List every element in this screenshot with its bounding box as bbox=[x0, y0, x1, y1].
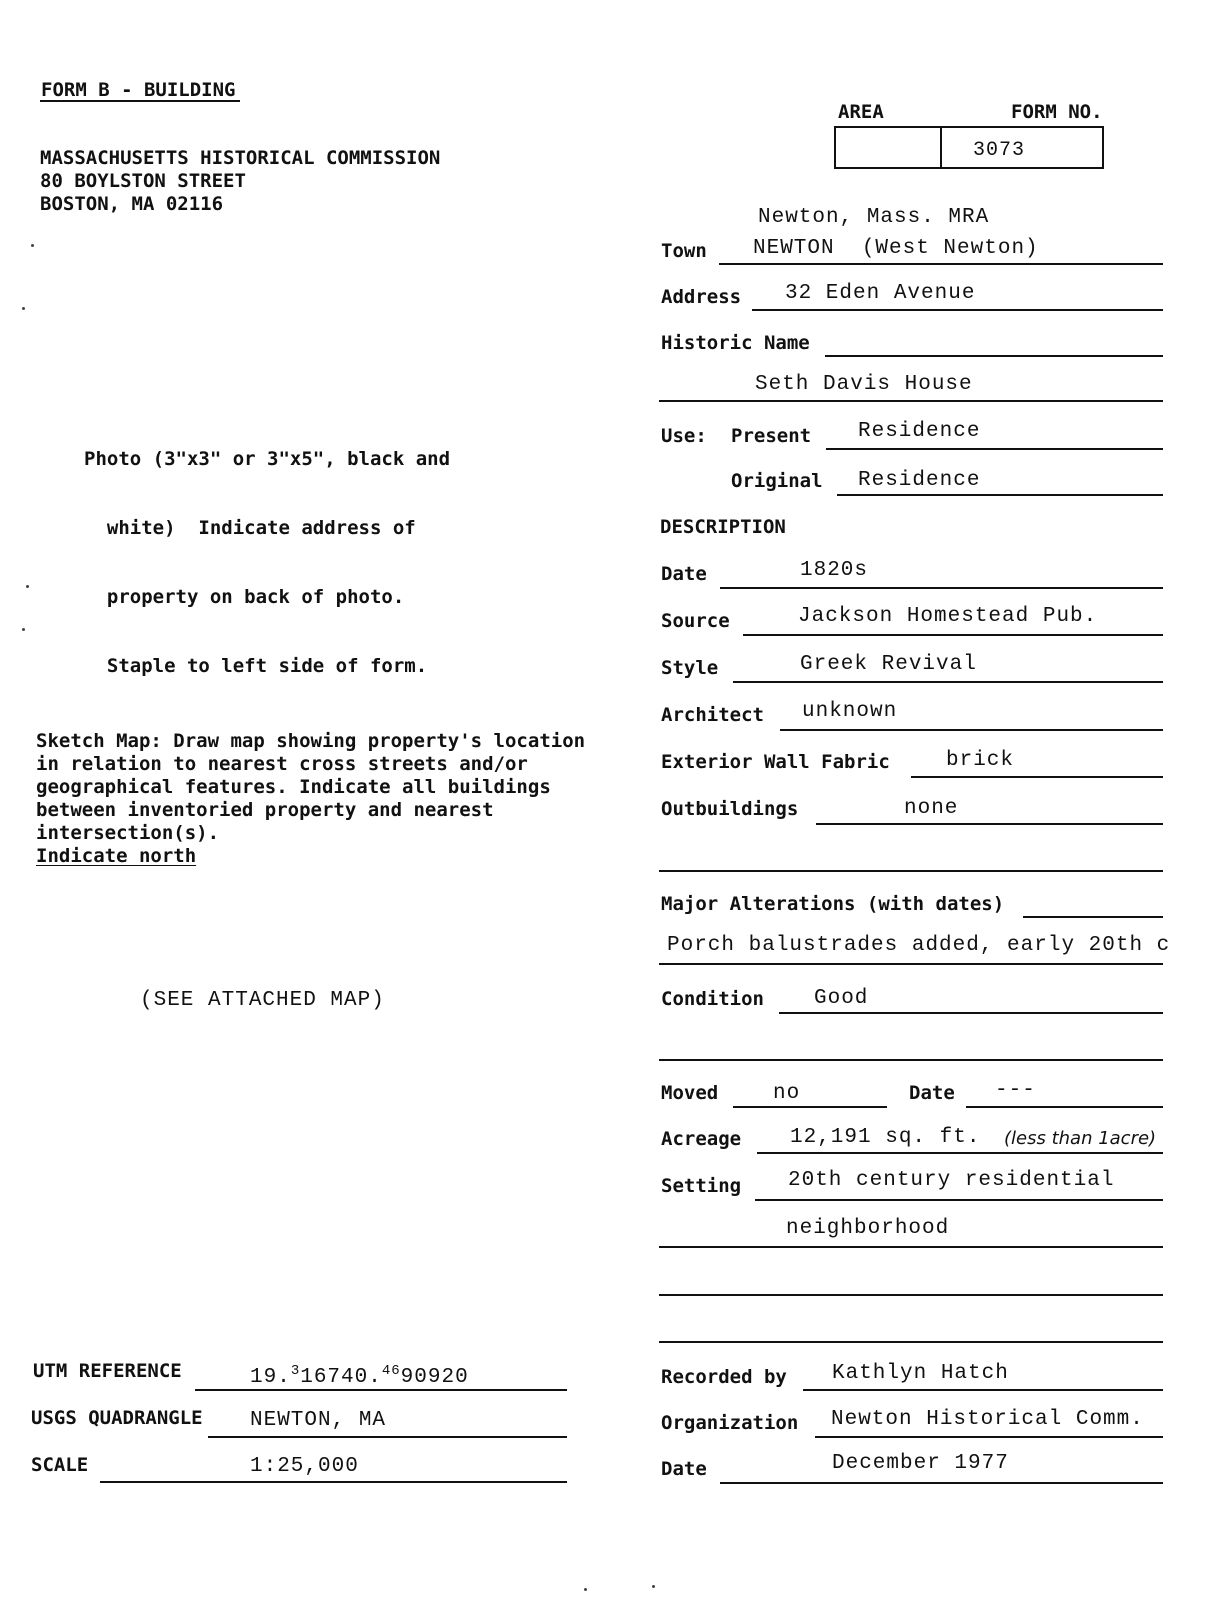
commission-line-1: MASSACHUSETTS HISTORICAL COMMISSION bbox=[40, 147, 441, 169]
alterations-line-2 bbox=[659, 963, 1163, 965]
rec-date-label: Date bbox=[661, 1458, 707, 1480]
moved-date-line bbox=[966, 1106, 1163, 1108]
sketch-line-4: between inventoried property and nearest bbox=[36, 799, 494, 821]
org-label: Organization bbox=[661, 1412, 799, 1434]
area-label: AREA bbox=[838, 101, 884, 123]
sketch-line-1: Sketch Map: Draw map showing property's location bbox=[36, 730, 586, 752]
utm-northing: 90920 bbox=[400, 1366, 469, 1389]
mra-note: Newton, Mass. MRA bbox=[758, 206, 990, 229]
form-title-underline bbox=[40, 100, 240, 102]
blank-line-4 bbox=[659, 1341, 1163, 1343]
photo-instructions bbox=[84, 402, 450, 701]
form-title: FORM B - BUILDING bbox=[41, 79, 236, 101]
architect-label: Architect bbox=[661, 704, 764, 726]
present-line bbox=[826, 448, 1163, 450]
area-box bbox=[834, 126, 942, 169]
org-value: Newton Historical Comm. bbox=[831, 1408, 1144, 1431]
scan-speck bbox=[26, 585, 29, 588]
blank-line-2 bbox=[659, 1059, 1163, 1061]
form-no-value: 3073 bbox=[973, 139, 1026, 162]
utm-easting: 16740. bbox=[300, 1366, 382, 1389]
outbuildings-label: Outbuildings bbox=[661, 798, 799, 820]
present-value: Residence bbox=[858, 420, 981, 443]
description-label: DESCRIPTION bbox=[660, 516, 786, 538]
scale-label: SCALE bbox=[31, 1454, 89, 1476]
photo-line-2: white) Indicate address of bbox=[84, 517, 416, 539]
form-no-label: FORM NO. bbox=[1011, 101, 1103, 123]
scan-speck bbox=[31, 244, 34, 247]
scan-speck bbox=[22, 307, 25, 310]
town-label: Town bbox=[661, 240, 707, 262]
commission-line-3: BOSTON, MA 02116 bbox=[40, 193, 224, 215]
sketch-instructions bbox=[36, 730, 585, 868]
use-label: Use: bbox=[661, 425, 707, 447]
wall-value: brick bbox=[946, 749, 1015, 772]
wall-label: Exterior Wall Fabric bbox=[661, 751, 890, 773]
address-value: 32 Eden Avenue bbox=[785, 282, 976, 305]
historic-name-label: Historic Name bbox=[661, 332, 810, 354]
blank-line-1 bbox=[659, 870, 1163, 872]
photo-line-4: Staple to left side of form. bbox=[84, 655, 428, 677]
utm-line bbox=[195, 1389, 567, 1391]
utm-sup-1: 3 bbox=[290, 1363, 301, 1379]
original-label: Original bbox=[731, 470, 823, 492]
setting-line-1 bbox=[755, 1199, 1163, 1201]
recorded-line bbox=[803, 1389, 1163, 1391]
acreage-label: Acreage bbox=[661, 1128, 742, 1150]
photo-line-3: property on back of photo. bbox=[84, 586, 405, 608]
wall-line bbox=[911, 776, 1163, 778]
sketch-line-3: geographical features. Indicate all buildings bbox=[36, 776, 551, 798]
original-value: Residence bbox=[858, 469, 981, 492]
indicate-north: Indicate north bbox=[36, 845, 197, 867]
commission-line-2: 80 BOYLSTON STREET bbox=[40, 170, 246, 192]
acreage-note: (less than 1acre) bbox=[1004, 1128, 1157, 1149]
historic-name-line-2 bbox=[659, 400, 1163, 402]
sketch-line-5: intersection(s). bbox=[36, 822, 220, 844]
moved-label: Moved bbox=[661, 1082, 719, 1104]
setting-line-2 bbox=[659, 1246, 1163, 1248]
rec-date-line bbox=[720, 1482, 1163, 1484]
town-line bbox=[719, 263, 1163, 265]
utm-zone: 19. bbox=[250, 1366, 291, 1389]
recorded-value: Kathlyn Hatch bbox=[832, 1362, 1009, 1385]
moved-line bbox=[733, 1106, 887, 1108]
date-line bbox=[720, 587, 1163, 589]
utm-value bbox=[250, 1364, 469, 1388]
utm-sup-2: 46 bbox=[381, 1363, 401, 1379]
moved-date-label: Date bbox=[909, 1082, 955, 1104]
architect-line bbox=[780, 729, 1163, 731]
moved-value: no bbox=[773, 1082, 801, 1105]
source-line bbox=[743, 634, 1163, 636]
rec-date-value: December 1977 bbox=[832, 1452, 1009, 1475]
alterations-line-1 bbox=[1023, 916, 1163, 918]
original-line bbox=[837, 494, 1163, 496]
quad-line bbox=[208, 1436, 567, 1438]
source-value: Jackson Homestead Pub. bbox=[798, 605, 1098, 628]
scale-line bbox=[100, 1481, 567, 1483]
scan-speck bbox=[22, 628, 25, 631]
outbuildings-value: none bbox=[904, 797, 959, 820]
historic-name-line-1 bbox=[825, 355, 1163, 357]
alterations-label: Major Alterations (with dates) bbox=[661, 893, 1005, 915]
acreage-value: 12,191 sq. ft. bbox=[790, 1126, 981, 1149]
scan-speck bbox=[652, 1585, 655, 1588]
setting-value-2: neighborhood bbox=[786, 1217, 950, 1240]
blank-line-3 bbox=[659, 1294, 1163, 1296]
moved-date-value: --- bbox=[995, 1079, 1036, 1102]
architect-value: unknown bbox=[802, 700, 898, 723]
org-line bbox=[815, 1436, 1163, 1438]
present-label: Present bbox=[731, 425, 812, 447]
condition-line bbox=[779, 1012, 1163, 1014]
setting-value-1: 20th century residential bbox=[788, 1169, 1115, 1192]
outbuildings-line bbox=[816, 823, 1163, 825]
recorded-label: Recorded by bbox=[661, 1366, 787, 1388]
historic-name-value: Seth Davis House bbox=[755, 373, 973, 396]
photo-line-1: Photo (3"x3" or 3"x5", black and bbox=[84, 448, 451, 470]
town-value: NEWTON (West Newton) bbox=[753, 237, 1039, 260]
source-label: Source bbox=[661, 610, 730, 632]
acreage-line bbox=[757, 1152, 1163, 1154]
date-value: 1820s bbox=[800, 559, 869, 582]
quad-value: NEWTON, MA bbox=[250, 1409, 387, 1432]
alterations-value: Porch balustrades added, early 20th c bbox=[667, 934, 1171, 957]
utm-label: UTM REFERENCE bbox=[33, 1360, 182, 1382]
date-label: Date bbox=[661, 563, 707, 585]
commission-address bbox=[40, 147, 440, 216]
scan-speck bbox=[584, 1588, 587, 1591]
style-line bbox=[733, 681, 1163, 683]
condition-value: Good bbox=[814, 987, 869, 1010]
condition-label: Condition bbox=[661, 988, 764, 1010]
setting-label: Setting bbox=[661, 1175, 742, 1197]
see-attached-map: (SEE ATTACHED MAP) bbox=[140, 989, 385, 1012]
address-label: Address bbox=[661, 286, 742, 308]
scale-value: 1:25,000 bbox=[250, 1455, 359, 1478]
quad-label: USGS QUADRANGLE bbox=[31, 1407, 203, 1429]
style-label: Style bbox=[661, 657, 719, 679]
address-line bbox=[752, 309, 1163, 311]
sketch-line-2: in relation to nearest cross streets and/or bbox=[36, 753, 528, 775]
style-value: Greek Revival bbox=[800, 653, 977, 676]
